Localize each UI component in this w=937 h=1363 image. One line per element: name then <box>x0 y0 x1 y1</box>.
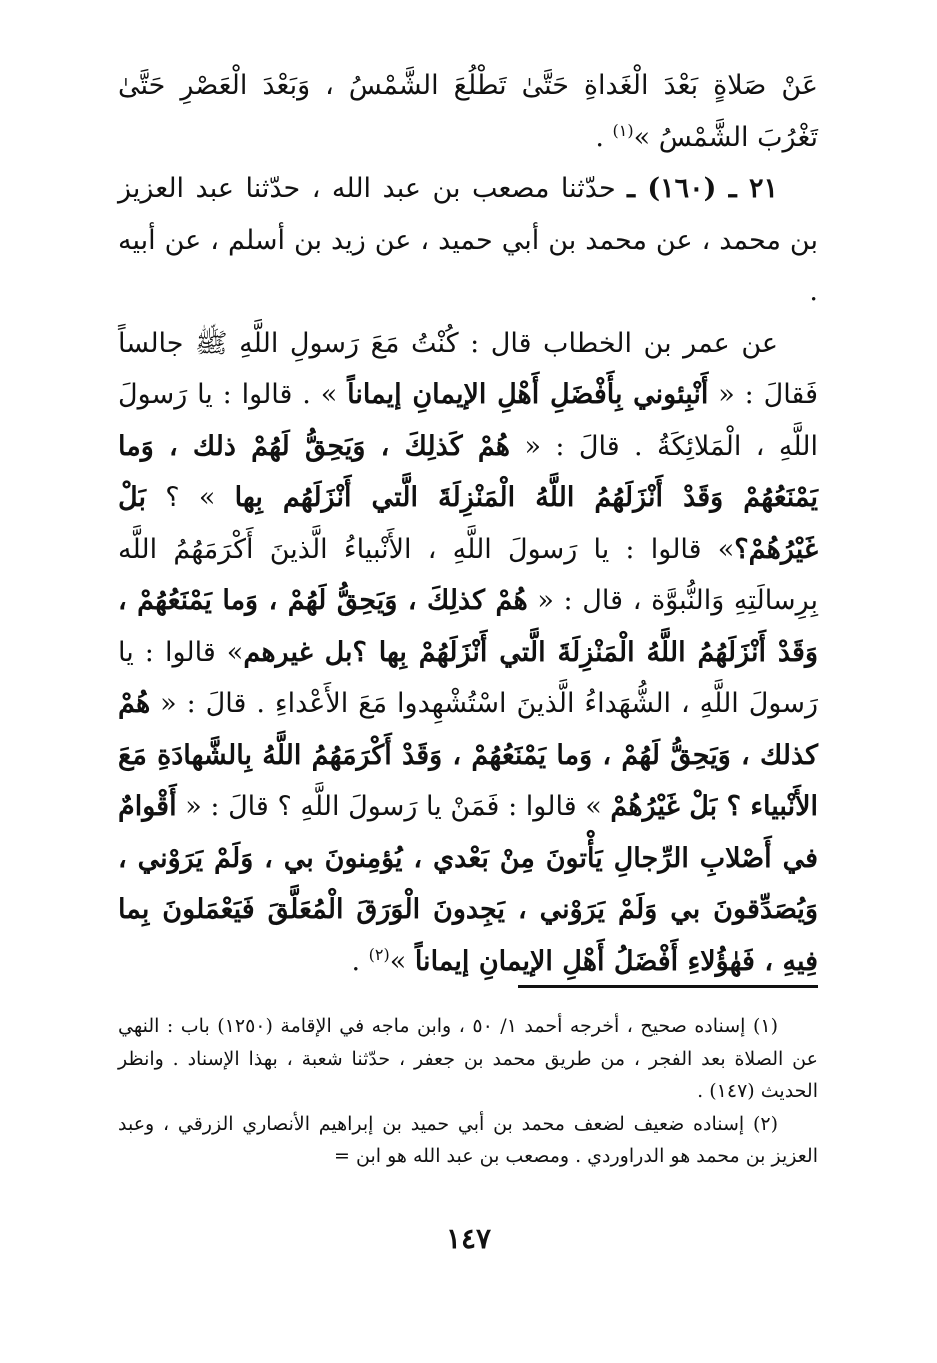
footnote-ref: (٢) <box>368 944 390 964</box>
narration-segment: » ؟ <box>145 482 235 513</box>
paragraph-matn <box>118 318 818 988</box>
page-number: ١٤٧ <box>445 1222 492 1255</box>
hadith-speech-segment: هُمْ كَذلِكَ ، وَيَحِقُّ لَهُمْ ذلك ، وَما يَمْنَعُهُمْ وَقَدْ أَنْزَلَهُمُ اللَّهُ الْمَنْزِلَةَ الَّتي أَنْزَلَهُم بِها <box>118 430 818 513</box>
footnote-2: (٢) إسناده ضعيف لضعف محمد بن أبي حميد بن إبراهيم الأنصاري الزرقي ، وعبد العزيز بن محمد هو الدراوردي . ومصعب بن عبد الله هو ابن = <box>118 1112 818 1167</box>
hadith-speech-segment: بَلْ غَيْرُهُمْ؟ <box>118 482 818 565</box>
hadith-speech-segment: هُمْ كذلك ، وَيَحِقُّ لَهُمْ ، وَما يَمْنَعُهُمْ ، وَقَدْ أَكْرَمَهُمُ اللَّهُ بِالشَّهادَةِ مَعَ الأَنْبياء ؟ بَلْ غَيْرُهُمْ <box>118 688 818 822</box>
footnote-1: (١) إسناده صحيح ، أخرجه أحمد ١/ ٥٠ ، وابن ماجه في الإقامة (١٢٥٠) باب : النهي عن الصلاة بعد الفجر ، من طريق محمد بن جعفر ، حدّثنا شعبة ، بهذا الإسناد . وانظر الحديث (١٤٧) . <box>118 1015 818 1102</box>
narration-segment: » قالوا : يا رَسولَ اللَّهِ ، الأَنْبياءُ الَّذينَ أَكْرَمَهُمُ اللَّه بِرِسالَتِهِ وَالنُّبوَّة ، قال : « <box>118 533 818 616</box>
hadith-number: ٢١ ـ (١٦٠) ـ <box>627 173 778 204</box>
narration-segment: » <box>389 945 415 977</box>
paragraph-prev-hadith-end <box>118 60 818 163</box>
footnote-ref: (١) <box>612 120 634 140</box>
hadith-speech-segment: هُمْ كذلِكَ ، وَيَحِقُّ لَهُمْ ، وَما يَمْنَعُهُمْ ، وَقَدْ أَنْزَلَهُمُ اللَّهُ الْمَنْزِلَةَ الَّتي أَنْزَلَهُمْ بِها ؟بل غيرهم <box>118 585 819 668</box>
text-line: عَنْ صَلاةٍ بَعْدَ الْغَداةِ حَتَّىٰ تَطْلُعَ الشَّمْسُ ، وَبَعْدَ الْعَصْرِ حَتَّىٰ تَغْرُبَ الشَّمْسُ » <box>118 70 818 153</box>
hadith-speech-segment: أَقْوامٌ في أَصْلابِ الرِّجالِ يَأْتونَ مِنْ بَعْدي ، يُؤمِنونَ بي ، وَلَمْ يَرَوْني ، وَيُصَدِّقونَ بي وَلَمْ يَرَوْني ، يَجِدونَ الْوَرَقَ الْمُعَلَّقَ فَيَعْمَلونَ بِما فِيهِ ، فَهٰؤُلاءِ أَفْضَلُ أَهْلِ الإيمانِ إيماناً <box>118 791 818 977</box>
hadith-speech-segment: أَنْبِئوني بِأَفْضَلِ أَهْلِ الإيمانِ إيماناً <box>347 379 709 410</box>
paragraph-isnad <box>118 163 818 318</box>
text-line-end: . <box>351 945 369 977</box>
footnotes <box>118 1010 818 1173</box>
narration-segment: » قالوا : فَمَنْ يا رَسولَ اللَّهِ ؟ قالَ : « <box>176 791 611 822</box>
narration-segment: » قالوا : يا رَسولَ اللَّهِ ، الشُّهَداءُ الَّذينَ اسْتُشْهِدوا مَعَ الأَعْداءِ . قالَ : « <box>118 636 818 719</box>
isnad-text: حدّثنا مصعب بن عبد الله ، حدّثنا عبد العزيز بن محمد ، عن محمد بن أبي حميد ، عن زيد بن أسلم ، عن أبيه . <box>118 173 818 307</box>
narration-segment: » . قالوا : يا رَسولَ اللَّهِ ، الْمَلائِكَةُ . قالَ : « <box>118 379 818 462</box>
narration-segment: عن عمر بن الخطاب قال : كُنْتُ مَعَ رَسولِ اللَّهِ ﷺ جالساً فَقالَ : « <box>118 327 818 410</box>
text-line-end: . <box>595 121 613 153</box>
footnote-separator <box>518 985 818 988</box>
main-text <box>118 60 818 987</box>
